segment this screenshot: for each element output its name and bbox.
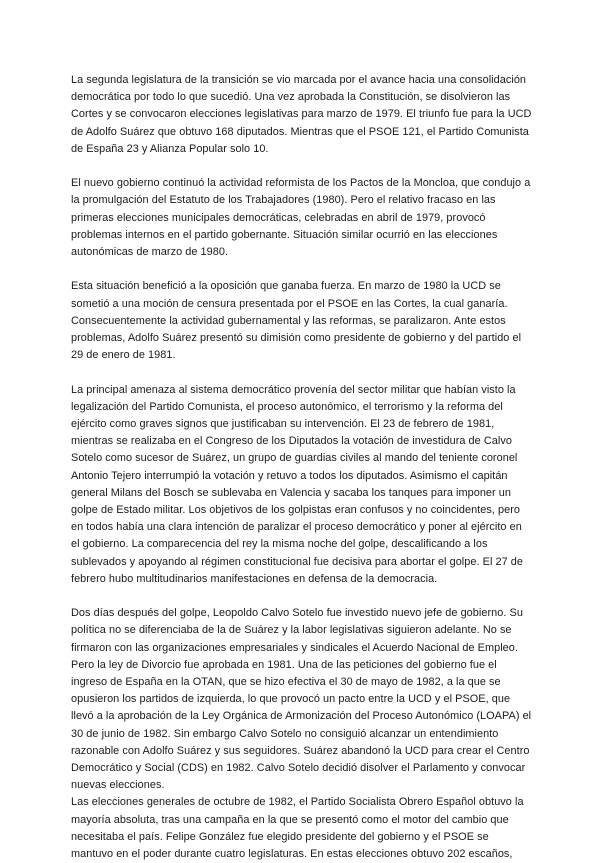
paragraph-opposition: Esta situación benefició a la oposición que ganaba fuerza. En marzo de 1980 la UCD se sometió a una moción de censura presentada por el PSOE en las Cortes, la cual ganaría. Consecuentemente la actividad gubernamental y las reformas, se paralizaron. Ante estos problemas, Adolfo Suárez presentó su dimisión como presidente de gobierno y del partido el 29 de enero de 1981. [71,280,522,362]
paragraph-spacer [71,364,533,381]
document-page [71,72,533,863]
paragraph-second-legislature: La segunda legislatura de la transición se vio marcada por el avance hacia una consolidación democrática por todo lo que sucedió. Una vez aprobada la Constitución, se disolvieron las Cortes y se convocaron elecciones legislativas para marzo de 1979. El triunfo fue para la UCD de Adolfo Suárez que obtuvo 168 diputados. Mientras que el PSOE 121, el Partido Comunista de España 23 y Alianza Popular solo 10. [71,74,532,155]
paragraph-military-threat: La principal amenaza al sistema democrático provenía del sector militar que habían visto la legalización del Partido Comunista, el proceso autonómico, el terrorismo y la reforma del ejército como graves signos que justificaban su intervención. El 23 de febrero de 1981, mientras se realizaba en el Congreso de los Diputados la votación de investidura de Calvo Sotelo como sucesor de Suárez, un grupo de guardias civiles al mando del teniente coronel Antonio Tejero interrumpió la votación y retuvo a todos los diputados. Asimismo el capitán general Milans del Bosch se sublevaba en Valencia y sacaba los tanques para imponer un golpe de Estado militar. Los objetivos de los golpistas eran confusos y no coincidentes, pero en todos había una clara intención de paralizar el proceso democrático y poner al ejército en el gobierno. La comparecencia del rey la misma noche del golpe, descalificando a los sublevados y apoyando al régimen constitucional fue decisiva para abortar el golpe. El 27 de febrero hubo multitudinarios manifestaciones en defensa de la democracia. [71,383,524,585]
paragraph-new-government: El nuevo gobierno continuó la actividad reformista de los Pactos de la Moncloa, que condujo a la promulgación del Estatuto de los Trabajadores (1980). Pero el relativo fracaso en las primeras elecciones municipales democráticas, celebradas en abril de 1979, provocó problemas internos en el partido gobernante. Situación similar ocurrió en las elecciones autonómicas de marzo de 1980. [71,177,531,259]
paragraph-calvo-sotelo: Dos días después del golpe, Leopoldo Calvo Sotelo fue investido nuevo jefe de gobierno. Su política no se diferenciaba de la de Suárez y la labor legislativas siguieron adelante. No se firmaron con las organizaciones empresariales y sindicales el Acuerdo Nacional de Empleo. Pero la ley de Divorcio fue aprobada en 1981. Una de las peticiones del gobierno fue el ingreso de España en la OTAN, que se hizo efectiva el 30 de mayo de 1982, a la que se opusieron los partidos de izquierda, lo que provocó un pacto entre la UCD y el PSOE, que llevó a la aprobación de la Ley Orgánica de Armonización del Proceso Autonómico (LOAPA) el 30 de junio de 1982. Sin embargo Calvo Sotelo no consiguió alcanzar un entendimiento razonable con Adolfo Suárez y sus seguidores. Suárez abandonó la UCD para crear el Centro Democrático y Social (CDS) en 1982. Calvo Sotelo decidió disolver el Parlamento y convocar nuevas elecciones. [71,607,532,792]
paragraph-spacer [71,158,533,175]
paragraph-spacer [71,261,533,278]
paragraph-spacer [71,588,533,605]
paragraph-elections-1982: Las elecciones generales de octubre de 1982, el Partido Socialista Obrero Español obtuvo la mayoría absoluta, tras una campaña en la que se presentó como el motor del cambio que necesitaba el país. Felipe González fue elegido presidente del gobierno y el PSOE se mantuvo en el poder durante cuatro legislaturas. En estas elecciones obtuvo 202 escaños, [71,796,524,861]
